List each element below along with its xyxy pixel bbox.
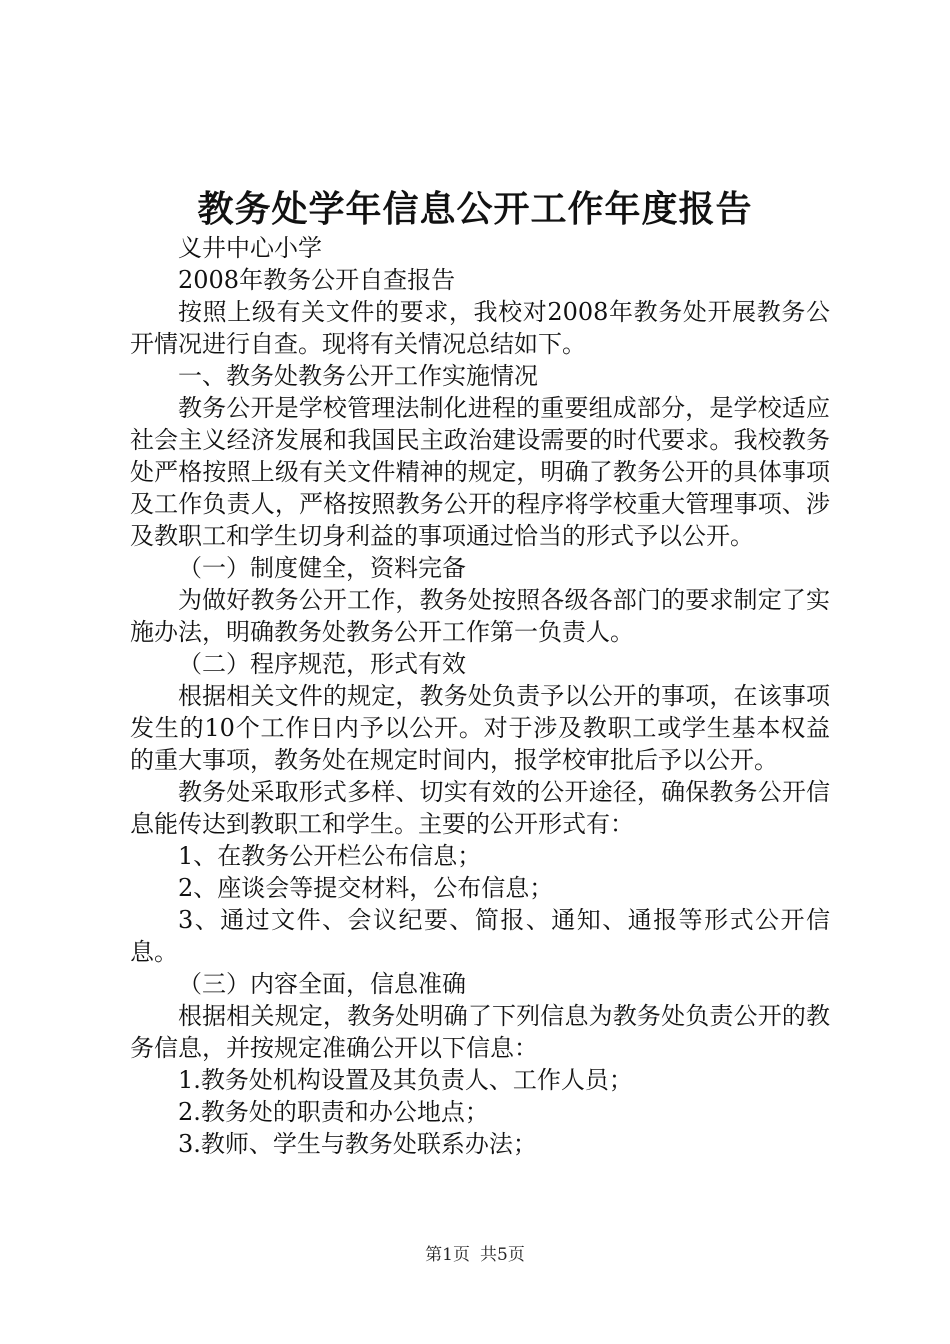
subsection-heading-2: （二）程序规范，形式有效 [178, 650, 466, 678]
section-heading-1: 一、教务处教务公开工作实施情况 [178, 362, 538, 390]
paragraph-school-name: 义井中心小学 [178, 234, 322, 262]
document-title: 教务处学年信息公开工作年度报告 [197, 188, 753, 230]
list-item-form-2: 2、座谈会等提交材料，公布信息； [178, 874, 554, 902]
list-item-info-1: 1.教务处机构设置及其负责人、工作人员； [178, 1066, 633, 1094]
paragraph-overview: 教务公开是学校管理法制化进程的重要组成部分，是学校适应社会主义经济发展和我国民主政治建设需要的时代要求。我校教务处严格按照上级有关文件精神的规定，明确了教务公开的具体事项及工作负责人，严格按照教务公开的程序将学校重大管理事项、涉及教职工和学生切身利益的事项通过恰当的形式予以公开。 [130, 394, 830, 550]
page-footer [0, 1243, 950, 1267]
paragraph-system: 为做好教务公开工作，教务处按照各级各部门的要求制定了实施办法，明确教务处教务公开工作第一负责人。 [130, 586, 830, 646]
page-total: 共5页 [480, 1245, 525, 1265]
paragraph-content: 根据相关规定，教务处明确了下列信息为教务处负责公开的教务信息，并按规定准确公开以下信息： [130, 1002, 830, 1062]
paragraph-intro: 按照上级有关文件的要求，我校对2008年教务处开展教务公开情况进行自查。现将有关情况总结如下。 [130, 298, 830, 358]
paragraph-forms: 教务处采取形式多样、切实有效的公开途径，确保教务公开信息能传达到教职工和学生。主要的公开形式有： [130, 778, 830, 838]
list-item-info-2: 2.教务处的职责和办公地点； [178, 1098, 489, 1126]
paragraph-procedure: 根据相关文件的规定，教务处负责予以公开的事项，在该事项发生的10个工作日内予以公开。对于涉及教职工或学生基本权益的重大事项，教务处在规定时间内，报学校审批后予以公开。 [130, 682, 830, 774]
document-body [130, 232, 830, 1160]
subsection-heading-3: （三）内容全面，信息准确 [178, 970, 466, 998]
subsection-heading-1: （一）制度健全，资料完备 [178, 554, 466, 582]
paragraph-report-name: 2008年教务公开自查报告 [178, 266, 456, 294]
list-item-form-1: 1、在教务公开栏公布信息； [178, 842, 482, 870]
page-number: 第1页 [425, 1245, 470, 1265]
list-item-form-3: 3、通过文件、会议纪要、简报、通知、通报等形式公开信息。 [130, 906, 830, 966]
list-item-info-3: 3.教师、学生与教务处联系办法； [178, 1130, 537, 1158]
